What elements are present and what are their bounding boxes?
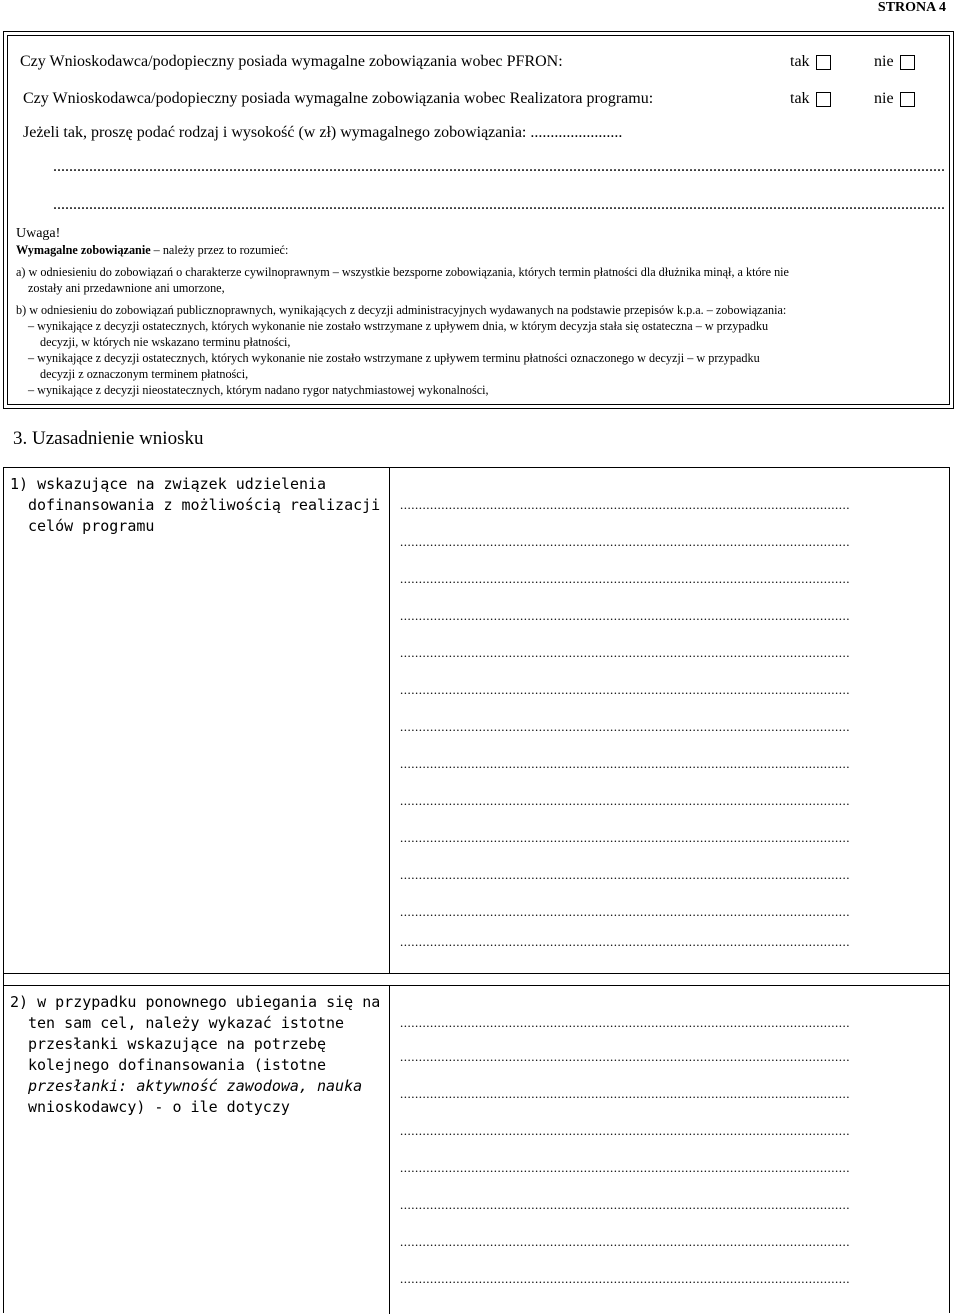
pfron-yes-option[interactable] (790, 53, 831, 71)
answer-2-line[interactable]: ........................................................................................................................ (400, 1015, 850, 1030)
note-dash-1-cont: decyzji, w których nie wskazano terminu płatności, (40, 335, 291, 349)
question-realizator-obligations: Czy Wnioskodawca/podopieczny posiada wymagalne zobowiązania wobec Realizatora programu: (23, 90, 654, 107)
note-dash-1: – wynikające z decyzji ostatecznych, których wykonanie nie zostało wstrzymane z upływem dnia, w którym decyzja stała się ostateczna – w przypadku (28, 319, 769, 333)
answer-1-line[interactable]: ........................................................................................................................ (400, 645, 850, 660)
answer-1-line[interactable]: ........................................................................................................................ (400, 793, 850, 808)
justification-row-2-label-cell (4, 986, 390, 1314)
row2-label-line-3: przesłanki wskazujące na potrzebę (28, 1035, 327, 1053)
answer-1-line[interactable]: ........................................................................................................................ (400, 719, 850, 734)
note-lead (16, 242, 948, 258)
pfron-no-label: nie (874, 53, 894, 70)
answer-2-line[interactable]: ........................................................................................................................ (400, 1271, 850, 1286)
justification-row-1-label (10, 474, 382, 537)
justification-row-2-answer-cell[interactable] (390, 986, 949, 1314)
answer-1-line[interactable]: ........................................................................................................................ (400, 756, 850, 771)
row1-label-line-3: celów programu (28, 517, 155, 535)
answer-2-line[interactable]: ........................................................................................................................ (400, 1160, 850, 1175)
row2-label-line-5: przesłanki: aktywność zawodowa, nauka (28, 1077, 363, 1095)
answer-1-line[interactable]: ........................................................................................................................ (400, 934, 850, 949)
realizator-no-option[interactable] (874, 90, 915, 108)
note-dash-3: – wynikające z decyzji nieostatecznych, którym nadano rygor natychmiastowej wykonalności, (28, 383, 489, 397)
obligation-details-prompt[interactable]: Jeżeli tak, proszę podać rodzaj i wysokość (w zł) wymagalnego zobowiązania: ....................... (23, 124, 623, 141)
page-number: STRONA 4 (877, 0, 946, 15)
justification-row-2 (4, 985, 949, 1314)
note-lead-rest: – należy przez to rozumieć: (150, 243, 289, 257)
justification-row-2-label (10, 992, 382, 1118)
note-title: Uwaga! (16, 226, 61, 241)
answer-2-line[interactable]: ........................................................................................................................ (400, 1086, 850, 1101)
justification-row-1-answer-cell[interactable] (390, 468, 949, 973)
answer-2-line[interactable]: ........................................................................................................................ (400, 1234, 850, 1249)
row2-label-line-4: kolejnego dofinansowania (istotne (28, 1056, 327, 1074)
section-title: 3. Uzasadnienie wniosku (13, 428, 204, 449)
justification-table (3, 467, 950, 1313)
answer-1-line[interactable]: ........................................................................................................................ (400, 830, 850, 845)
note-point-a-cont: zostały ani przedawnione ani umorzone, (28, 281, 225, 295)
justification-row-1 (4, 468, 949, 974)
realizator-no-label: nie (874, 90, 894, 107)
question-pfron-obligations: Czy Wnioskodawca/podopieczny posiada wymagalne zobowiązania wobec PFRON: (20, 53, 563, 70)
obligation-details-line-3[interactable]: ............................................................................................................................................................................................................................... (53, 196, 945, 213)
realizator-yes-label: tak (790, 90, 810, 107)
row-separator (4, 974, 949, 985)
answer-1-line[interactable]: ........................................................................................................................ (400, 497, 850, 512)
pfron-no-checkbox[interactable] (900, 55, 915, 70)
note-point-a: a) w odniesieniu do zobowiązań o charakterze cywilnoprawnym – wszystkie bezsporne zobowiązania, których termin płatności dla dłużnika minął, a które nie (16, 265, 789, 279)
note-lead-term: Wymagalne zobowiązanie (16, 243, 151, 257)
answer-1-line[interactable]: ........................................................................................................................ (400, 608, 850, 623)
pfron-yes-label: tak (790, 53, 810, 70)
pfron-no-option[interactable] (874, 53, 915, 71)
realizator-no-checkbox[interactable] (900, 92, 915, 107)
row2-label-line-6: wnioskodawcy) - o ile dotyczy (28, 1098, 290, 1116)
obligation-details-line-2[interactable]: ............................................................................................................................................................................................................................... (53, 158, 945, 175)
answer-2-line[interactable]: ........................................................................................................................ (400, 1049, 850, 1064)
answer-1-line[interactable]: ........................................................................................................................ (400, 904, 850, 919)
note-block (16, 226, 948, 398)
note-dash-2-cont: decyzji z oznaczonym terminem płatności, (40, 367, 249, 381)
answer-1-line[interactable]: ........................................................................................................................ (400, 867, 850, 882)
realizator-yes-checkbox[interactable] (816, 92, 831, 107)
row2-label-line-2: ten sam cel, należy wykazać istotne (28, 1014, 345, 1032)
row2-label-line-1: 2) w przypadku ponownego ubiegania się na (10, 993, 381, 1011)
row1-label-line-1: 1) wskazujące na związek udzielenia (10, 475, 327, 493)
answer-1-line[interactable]: ........................................................................................................................ (400, 682, 850, 697)
answer-2-line[interactable]: ........................................................................................................................ (400, 1123, 850, 1138)
note-dash-2: – wynikające z decyzji ostatecznych, których wykonanie nie zostało wstrzymane z upływem terminu płatności oznaczonego w decyzji – w przypadku (28, 351, 760, 365)
answer-1-line[interactable]: ........................................................................................................................ (400, 571, 850, 586)
justification-row-1-label-cell (4, 468, 390, 973)
note-point-b: b) w odniesieniu do zobowiązań publicznoprawnych, wynikających z decyzji administracyjnych wydawanych na podstawie przepisów k.p.a. – zobowiązania: (16, 303, 787, 317)
obligations-box (3, 31, 954, 409)
row1-label-line-2: dofinansowania z możliwością realizacji (28, 496, 381, 514)
obligations-box-inner (7, 35, 950, 405)
answer-2-line[interactable]: ........................................................................................................................ (400, 1197, 850, 1212)
realizator-yes-option[interactable] (790, 90, 831, 108)
pfron-yes-checkbox[interactable] (816, 55, 831, 70)
answer-1-line[interactable]: ........................................................................................................................ (400, 534, 850, 549)
